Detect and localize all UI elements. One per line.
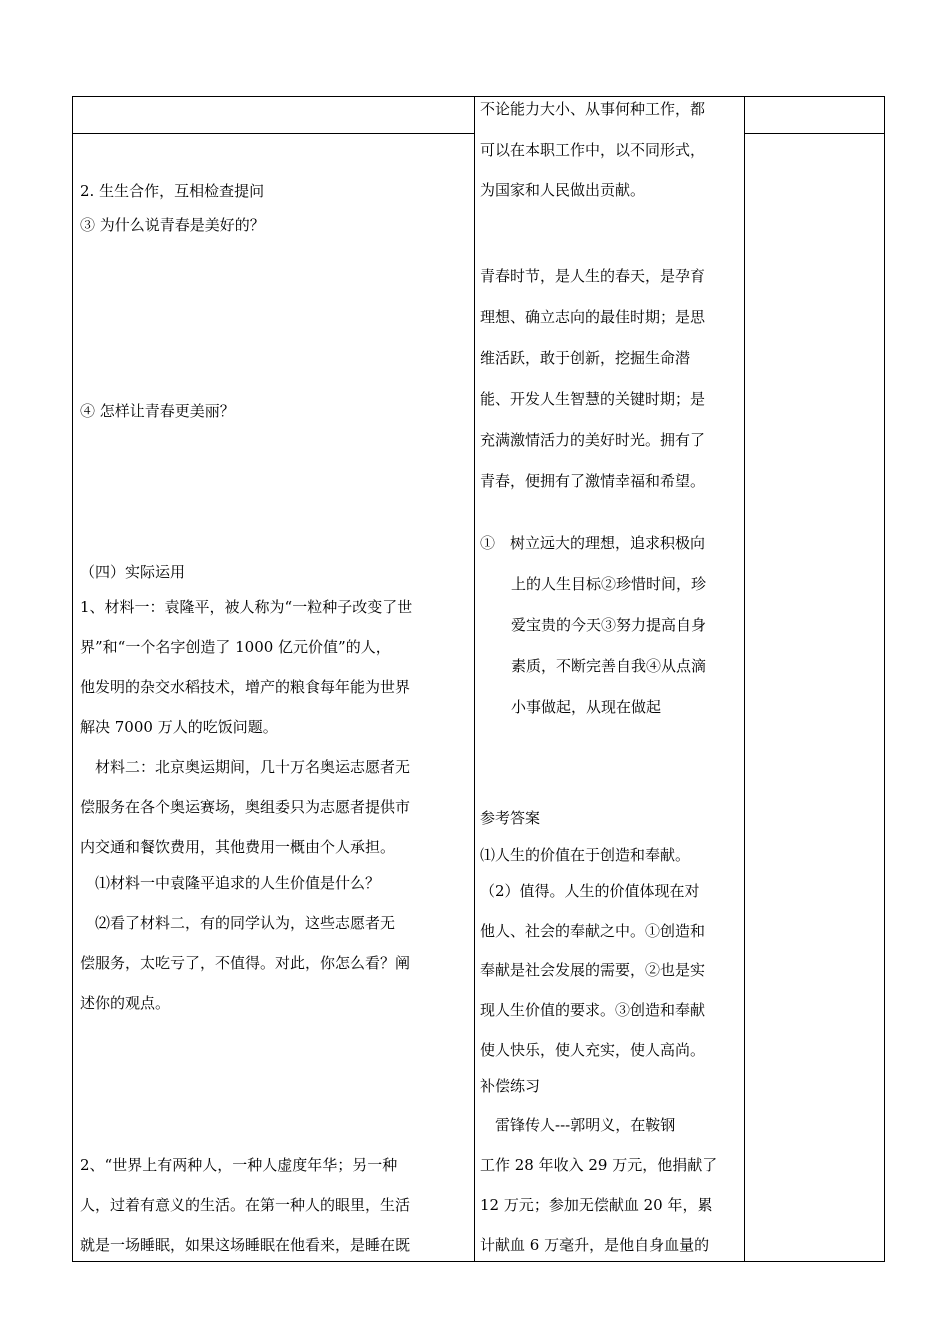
cooperation-heading: 2. 生生合作，互相检查提问	[80, 182, 265, 200]
material-1-line-3: 他发明的杂交水稻技术，增产的粮食每年能为世界	[80, 678, 411, 696]
reference-answer-line-2: （2）值得。人生的价值体现在对	[480, 882, 700, 900]
material-1-line-1: 1、材料一：袁隆平，被人称为“一粒种子改变了世	[80, 598, 413, 616]
how-answer-line-4: 素质，不断完善自我④从点滴	[511, 657, 707, 675]
contribution-line-1: 不论能力大小、从事何种工作，都	[480, 100, 706, 118]
reference-answer-line-3: 他人、社会的奉献之中。①创造和	[480, 922, 706, 940]
material-2-line-1: 材料二：北京奥运期间，几十万名奥运志愿者无	[80, 758, 411, 776]
sub-question-1: ⑴材料一中袁隆平追求的人生价值是什么？	[80, 874, 381, 892]
how-answer-line-5: 小事做起，从现在做起	[511, 698, 662, 716]
youth-answer-line-6: 青春，便拥有了激情幸福和希望。	[480, 472, 706, 490]
sub-question-2-line-2: 偿服务，太吃亏了，不值得。对此，你怎么看？阐	[80, 954, 411, 972]
passage-2-line-2: 人，过着有意义的生活。在第一种人的眼里，生活	[80, 1196, 411, 1214]
material-2-line-2: 偿服务在各个奥运赛场，奥组委只为志愿者提供市	[80, 798, 411, 816]
reference-answer-line-1: ⑴人生的价值在于创造和奉献。	[480, 846, 691, 864]
youth-answer-line-2: 理想、确立志向的最佳时期；是思	[480, 308, 706, 326]
contribution-line-3: 为国家和人民做出贡献。	[480, 181, 646, 199]
column-divider-2	[744, 97, 745, 1261]
question-3: ③ 为什么说青春是美好的？	[80, 216, 265, 234]
column-divider-1	[474, 97, 475, 1261]
sub-question-2-line-3: 述你的观点。	[80, 994, 171, 1012]
sub-question-2-line-1: ⑵看了材料二，有的同学认为，这些志愿者无	[80, 914, 396, 932]
question-4: ④ 怎样让青春更美丽？	[80, 402, 235, 420]
compensation-line-1: 雷锋传人---郭明义，在鞍钢	[480, 1116, 676, 1134]
compensation-line-4: 计献血 6 万毫升，是他自身血量的	[480, 1236, 710, 1254]
contribution-line-2: 可以在本职工作中，以不同形式，	[480, 141, 706, 159]
youth-answer-line-3: 维活跃，敢于创新，挖掘生命潜	[480, 349, 691, 367]
reference-answer-title: 参考答案	[480, 809, 541, 827]
compensation-line-2: 工作 28 年收入 29 万元，他捐献了	[480, 1156, 718, 1174]
how-answer-line-3: 爱宝贵的今天③努力提高自身	[511, 616, 707, 634]
material-2-line-3: 内交通和餐饮费用，其他费用一概由个人承担。	[80, 838, 396, 856]
reference-answer-line-4: 奉献是社会发展的需要，②也是实	[480, 961, 706, 979]
how-answer-line-2: 上的人生目标②珍惜时间，珍	[511, 575, 707, 593]
youth-answer-line-1: 青春时节，是人生的春天，是孕育	[480, 267, 706, 285]
section-practical-application: （四）实际运用	[80, 563, 186, 581]
youth-answer-line-5: 充满激情活力的美好时光。拥有了	[480, 431, 706, 449]
passage-2-line-1: 2、“世界上有两种人，一种人虚度年华；另一种	[80, 1156, 398, 1174]
compensation-line-3: 12 万元；参加无偿献血 20 年，累	[480, 1196, 713, 1214]
material-1-line-2: 界”和“一个名字创造了 1000 亿元价值”的人，	[80, 638, 391, 656]
compensation-exercise-title: 补偿练习	[480, 1077, 541, 1095]
how-answer-line-1: ① 树立远大的理想，追求积极向	[480, 534, 706, 552]
passage-2-line-3: 就是一场睡眠，如果这场睡眠在他看来，是睡在既	[80, 1236, 411, 1254]
reference-answer-line-5: 现人生价值的要求。③创造和奉献	[480, 1001, 706, 1019]
material-1-line-4: 解决 7000 万人的吃饭问题。	[80, 718, 278, 736]
youth-answer-line-4: 能、开发人生智慧的关键时期；是	[480, 390, 706, 408]
row-divider-right	[744, 133, 885, 134]
reference-answer-line-6: 使人快乐，使人充实，使人高尚。	[480, 1041, 706, 1059]
row-divider-left	[73, 133, 474, 134]
